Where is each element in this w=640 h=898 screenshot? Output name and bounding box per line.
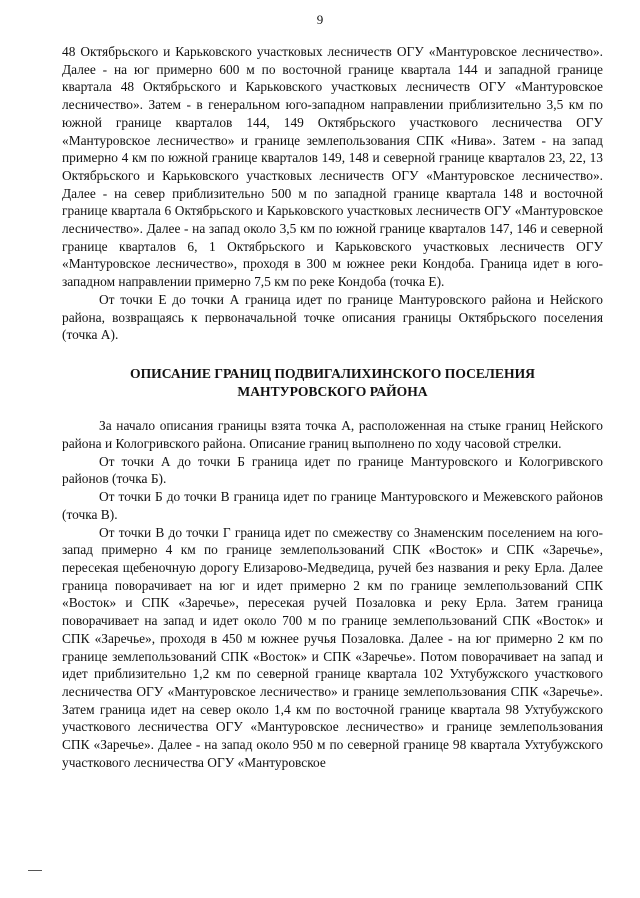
document-body: [62, 43, 603, 771]
section-heading-line: ОПИСАНИЕ ГРАНИЦ ПОДВИГАЛИХИНСКОГО ПОСЕЛЕНИЯ: [130, 365, 535, 381]
page-number: 9: [316, 12, 324, 27]
section-heading-line: МАНТУРОВСКОГО РАЙОНА: [237, 383, 428, 399]
section-heading: [62, 365, 603, 400]
paragraph: 48 Октябрьского и Карьковского участковых лесничеств ОГУ «Мантуровское лесничество». Далее - на юг примерно 600 м по восточной границе квартала 144 и западной границе квартала 48 Октябрьского и Карьковского участковых лесничеств ОГУ «Мантуровское лесничество». Затем - в генеральном юго-западном направлении приблизительно 3,5 км по южной границе кварталов 144, 149 Октябрьского участкового лесничества ОГУ «Мантуровское лесничество» и границе землепользования СПК «Нива». Затем - на запад примерно 4 км по южной границе кварталов 149, 148 и северной границе кварталов 23, 22, 13 Октябрьского и Карьковского участковых лесничеств ОГУ «Мантуровское лесничество». Далее - на север приблизительно 500 м по западной границе квартала 148 и восточной границе квартала 6 Октябрьского и Карьковского участковых лесничеств ОГУ «Мантуровское лесничество». Далее - на запад около 3,5 км по южной границе кварталов 147, 146 и северной границе кварталов 6, 1 Октябрьского и Карьковского участковых лесничеств ОГУ «Мантуровское лесничество», проходя в 300 м южнее реки Кондоба. Граница идет в юго-западном направлении примерно 7,5 км по реке Кондоба (точка Е).: [62, 44, 603, 290]
paragraph: От точки А до точки Б граница идет по границе Мантуровского и Кологривского районов (точка Б).: [62, 453, 603, 487]
paragraph: От точки Е до точки А граница идет по границе Мантуровского района и Нейского района, возвращаясь к первоначальной точке описания границы Октябрьского поселения (точка А).: [62, 291, 603, 343]
paragraph: От точки Б до точки В граница идет по границе Мантуровского и Межевского районов (точка В).: [62, 489, 603, 522]
paragraph: От точки В до точки Г граница идет по смежеству со Знаменским поселением на юго-запад примерно 4 км по границе землепользований СПК «Восток» и СПК «Заречье», пересекая щебеночную дорогу Елизарово-Медведица, ручей без названия и реку Ерла. Далее граница поворачивает на юг и идет примерно 2 км по границе землепользований СПК «Восток» и СПК «Заречье», пересекая ручей Позаловка и реку Ерла. Затем граница поворачивает на запад и идет около 700 м по границе землепользований СПК «Восток» и СПК «Заречье», проходя в 450 м южнее ручья Позаловка. Далее - на юг примерно 2 км по границе землепользований СПК «Восток» и СПК «Заречье». Потом поворачивает на запад и идет приблизительно 1,2 км по северной границе квартала 102 Ухтубужского участкового лесничества ОГУ «Мантуровское лесничество» и границе землепользования СПК «Заречье». Затем граница идет на север около 1,4 км по восточной границе квартала 98 Ухтубужского участкового лесничества ОГУ «Мантуровское лесничество» и границе землепользования СПК «Заречье». Далее - на запад около 950 м по северной границе 98 квартала Ухтубужского участкового лесничества ОГУ «Мантуровское: [62, 524, 603, 770]
paragraph: За начало описания границы взята точка А, расположенная на стыке границ Нейского района и Кологривского района. Описание границ выполнено по ходу часовой стрелки.: [62, 418, 603, 452]
footer-rule: [28, 870, 42, 871]
